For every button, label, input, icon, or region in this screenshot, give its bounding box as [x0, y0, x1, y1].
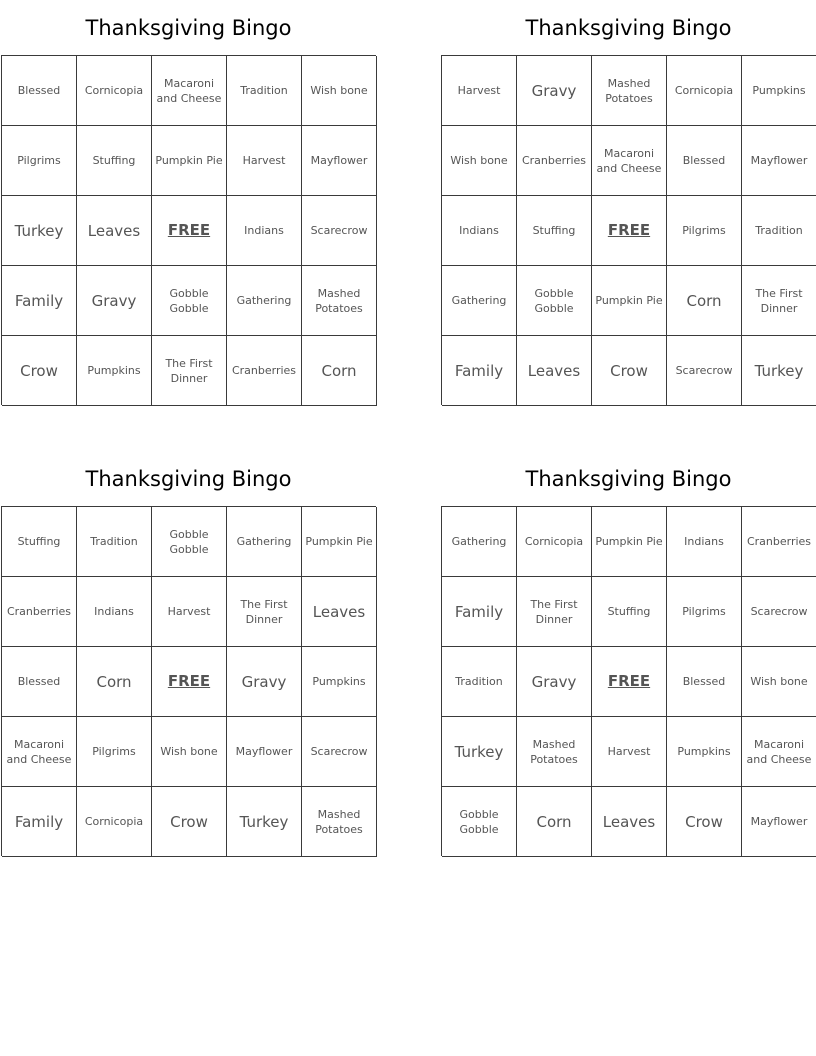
bingo-cell: Cornicopia: [667, 56, 742, 126]
bingo-cell: Mashed Potatoes: [592, 56, 667, 126]
bingo-cell: Blessed: [667, 647, 742, 717]
bingo-cell: Gobble Gobble: [152, 266, 227, 336]
bingo-cell: Gravy: [227, 647, 302, 717]
bingo-cell: Cranberries: [2, 577, 77, 647]
bingo-cell: Macaroni and Cheese: [152, 56, 227, 126]
bingo-cell: Gravy: [77, 266, 152, 336]
free-space-cell: FREE: [152, 647, 227, 717]
bingo-cell: Pumpkin Pie: [302, 507, 377, 577]
bingo-cell: Indians: [667, 507, 742, 577]
bingo-cell: Crow: [2, 336, 77, 406]
bingo-cell: Wish bone: [302, 56, 377, 126]
bingo-cell: Mashed Potatoes: [517, 717, 592, 787]
bingo-card-2: [441, 0, 816, 405]
bingo-cell: Scarecrow: [302, 717, 377, 787]
bingo-cell: Tradition: [77, 507, 152, 577]
bingo-cell: Turkey: [2, 196, 77, 266]
bingo-cell: Pilgrims: [667, 196, 742, 266]
bingo-cell: Mayflower: [227, 717, 302, 787]
bingo-cell: Family: [2, 266, 77, 336]
bingo-cell: Pumpkins: [77, 336, 152, 406]
bingo-cell: Cranberries: [517, 126, 592, 196]
bingo-cell: Stuffing: [77, 126, 152, 196]
bingo-cell: Gobble Gobble: [152, 507, 227, 577]
bingo-cell: Cornicopia: [77, 56, 152, 126]
bingo-cell: Mayflower: [302, 126, 377, 196]
bingo-cell: Corn: [77, 647, 152, 717]
bingo-cell: Gathering: [227, 266, 302, 336]
bingo-cell: Harvest: [442, 56, 517, 126]
bingo-cell: Pumpkins: [667, 717, 742, 787]
bingo-cell: Turkey: [742, 336, 816, 406]
bingo-cell: Tradition: [442, 647, 517, 717]
bingo-cell: Indians: [227, 196, 302, 266]
bingo-cell: Gathering: [227, 507, 302, 577]
bingo-cell: Pilgrims: [2, 126, 77, 196]
bingo-cell: Family: [442, 336, 517, 406]
bingo-cell: Family: [2, 787, 77, 857]
bingo-cell: Wish bone: [742, 647, 816, 717]
bingo-cell: Tradition: [227, 56, 302, 126]
bingo-cell: Gravy: [517, 647, 592, 717]
bingo-cell: Scarecrow: [742, 577, 816, 647]
free-space-cell: FREE: [592, 647, 667, 717]
bingo-cell: Pilgrims: [77, 717, 152, 787]
bingo-cell: Gathering: [442, 507, 517, 577]
bingo-cell: Corn: [667, 266, 742, 336]
bingo-cell: The First Dinner: [227, 577, 302, 647]
bingo-cell: Indians: [442, 196, 517, 266]
bingo-card-4: [441, 451, 816, 856]
bingo-cell: Scarecrow: [667, 336, 742, 406]
bingo-cell: Scarecrow: [302, 196, 377, 266]
bingo-cell: Pumpkin Pie: [152, 126, 227, 196]
bingo-cell: Family: [442, 577, 517, 647]
bingo-cell: Gobble Gobble: [442, 787, 517, 857]
bingo-cell: Mashed Potatoes: [302, 787, 377, 857]
bingo-cell: Pumpkins: [302, 647, 377, 717]
bingo-cell: Crow: [667, 787, 742, 857]
bingo-cell: Harvest: [227, 126, 302, 196]
bingo-cell: Turkey: [442, 717, 517, 787]
bingo-cell: Pumpkin Pie: [592, 266, 667, 336]
bingo-cell: Leaves: [592, 787, 667, 857]
bingo-cell: Mayflower: [742, 126, 816, 196]
bingo-cell: Mashed Potatoes: [302, 266, 377, 336]
free-space-cell: FREE: [152, 196, 227, 266]
bingo-cell: Stuffing: [517, 196, 592, 266]
bingo-cell: Tradition: [742, 196, 816, 266]
bingo-cell: Blessed: [2, 56, 77, 126]
bingo-cell: The First Dinner: [517, 577, 592, 647]
bingo-cell: Gathering: [442, 266, 517, 336]
bingo-cell: Macaroni and Cheese: [592, 126, 667, 196]
card-title: Thanksgiving Bingo: [525, 16, 732, 40]
bingo-card-1: [1, 0, 376, 405]
bingo-cell: Stuffing: [2, 507, 77, 577]
free-space-cell: FREE: [592, 196, 667, 266]
bingo-cell: Leaves: [77, 196, 152, 266]
bingo-grid: [1, 55, 376, 405]
bingo-cell: Turkey: [227, 787, 302, 857]
bingo-cell: Pilgrims: [667, 577, 742, 647]
bingo-cell: Cranberries: [742, 507, 816, 577]
bingo-cell: Cranberries: [227, 336, 302, 406]
bingo-cell: Harvest: [592, 717, 667, 787]
bingo-cell: Corn: [302, 336, 377, 406]
bingo-cell: Stuffing: [592, 577, 667, 647]
bingo-card-3: [1, 451, 376, 856]
bingo-cell: Cornicopia: [77, 787, 152, 857]
bingo-cell: Indians: [77, 577, 152, 647]
bingo-cell: Wish bone: [152, 717, 227, 787]
bingo-cell: Gobble Gobble: [517, 266, 592, 336]
card-title: Thanksgiving Bingo: [85, 16, 292, 40]
card-title: Thanksgiving Bingo: [525, 467, 732, 491]
bingo-cell: The First Dinner: [152, 336, 227, 406]
bingo-cell: The First Dinner: [742, 266, 816, 336]
card-title: Thanksgiving Bingo: [85, 467, 292, 491]
bingo-cell: Mayflower: [742, 787, 816, 857]
bingo-cell: Leaves: [302, 577, 377, 647]
bingo-cell: Crow: [152, 787, 227, 857]
bingo-cell: Corn: [517, 787, 592, 857]
bingo-cell: Wish bone: [442, 126, 517, 196]
bingo-grid: [441, 55, 816, 405]
bingo-cell: Macaroni and Cheese: [742, 717, 816, 787]
bingo-cell: Blessed: [2, 647, 77, 717]
bingo-cell: Harvest: [152, 577, 227, 647]
bingo-cell: Cornicopia: [517, 507, 592, 577]
bingo-cell: Pumpkins: [742, 56, 816, 126]
bingo-grid: [1, 506, 376, 856]
bingo-cell: Crow: [592, 336, 667, 406]
bingo-grid: [441, 506, 816, 856]
bingo-cell: Leaves: [517, 336, 592, 406]
bingo-cell: Macaroni and Cheese: [2, 717, 77, 787]
bingo-cell: Pumpkin Pie: [592, 507, 667, 577]
bingo-cell: Blessed: [667, 126, 742, 196]
bingo-cell: Gravy: [517, 56, 592, 126]
